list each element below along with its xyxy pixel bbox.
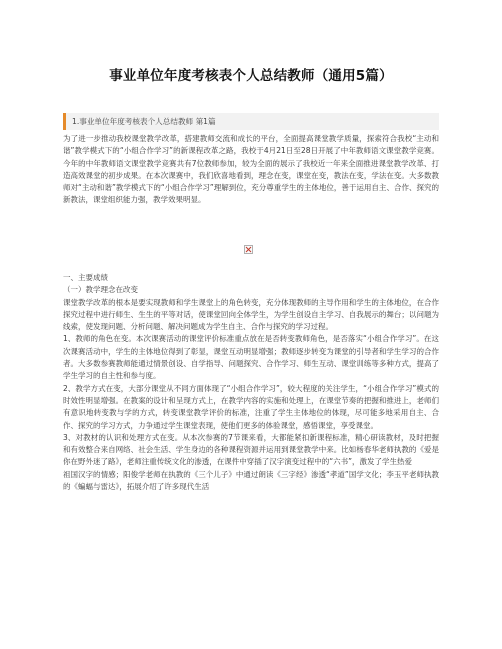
paragraph: 1、教师的角色在变。本次课赛活动的课堂评价标准重点放在是否转变教师角色，是否落实“小组合作学习”。在这次课赛活动中，学生的主体地位得到了彰显，课堂互动明显增强；教师逐步转变为课堂的引导者和学生学习的合作者。大多数参赛教师能通过情景创设、自学指导、问题探究、合作学习、师生互动、课堂训练等多种方式，提高了学生学习的自主性和参与度。: [63, 334, 439, 381]
subheading-teaching-philosophy: （一）教学理念在改变: [63, 285, 138, 295]
body-text: [63, 272, 439, 493]
paragraph: 3、对教材的认识和处理方式在变。从本次参赛的7节课来看，大都能紧扣新课程标准，精心研读教材，及时把握和有效整合来自网络、社会生活、学生身边的各种课程资源并运用到课堂教学中来。比如杨春华老师执教的《爱是你在野外迷了路》，老师注重传统文化的渗透，在课件中穿插了汉字演变过程中的“六书”，激发了学生热爱: [63, 432, 439, 467]
paragraph: 祖国汉字的情感；阳俊学老师在执教的《三个儿子》中通过朗读《三字经》渗透“孝道”国学文化；李玉平老师执教的《蝙蝠与雷达》，拓展介绍了许多现代生活: [63, 469, 439, 492]
section-header: 1.事业单位年度考核表个人总结教师 第1篇: [63, 113, 439, 130]
document-title: 事业单位年度考核表个人总结教师（通用5篇）: [109, 68, 393, 84]
heading-main-results: 一、主要成绩: [63, 273, 108, 282]
paragraph: 2、教学方式在变，大部分课堂从不同方面体现了“小组合作学习”，较大程度的关注学生，“小组合作学习”模式的时效性明显增强。在教案的设计和呈现方式上，在教学内容的实施和处理上，在课堂节奏的把握和推进上，老师们有意识地转变教与学的方式，转变课堂教学评价的标准，注重了学生主体地位的体现，尽可能多地采用自主、合作、探究的学习方式，力争通过学生课堂表现，使他们更多的体验课堂，感悟课堂，享受课堂。: [63, 383, 439, 430]
paragraph: 课堂教学改革的根本是要实现教师和学生课堂上的角色转变，充分体现教师的主导作用和学生的主体地位，在合作探究过程中进行师生、生生的平等对话，使课堂回向全体学生，为学生创设自主学习、自我展示的舞台；以问题为线索，使发现问题、分析问题、解决问题成为学生自主、合作与探究的学习过程。: [63, 297, 439, 332]
broken-image-icon: [244, 245, 253, 254]
intro-paragraph: 为了进一步推动我校课堂教学改革，搭建教师交流和成长的平台，全面提高课堂教学质量，探索符合我校“主动和谐”教学模式下的“小组合作学习”的新课程改革之路，我校于4月21日至28日开展了中年教师语文课堂教学竞赛。今年的中年教师语文课堂教学竞赛共有7位教师参加，较为全面的展示了我校近一年来全面推进课堂教学改革、打造高效课堂的初步成果。在本次课赛中，我们欣喜地看到，理念在变，课堂在变，教法在变，学法在变。大多数教师对“主动和谐”教学模式下的“小组合作学习”理解到位，充分尊重学生的主体地位，善于运用自主、合作、探究的新教法，课堂组织能力强，教学效果明显。: [63, 134, 439, 205]
